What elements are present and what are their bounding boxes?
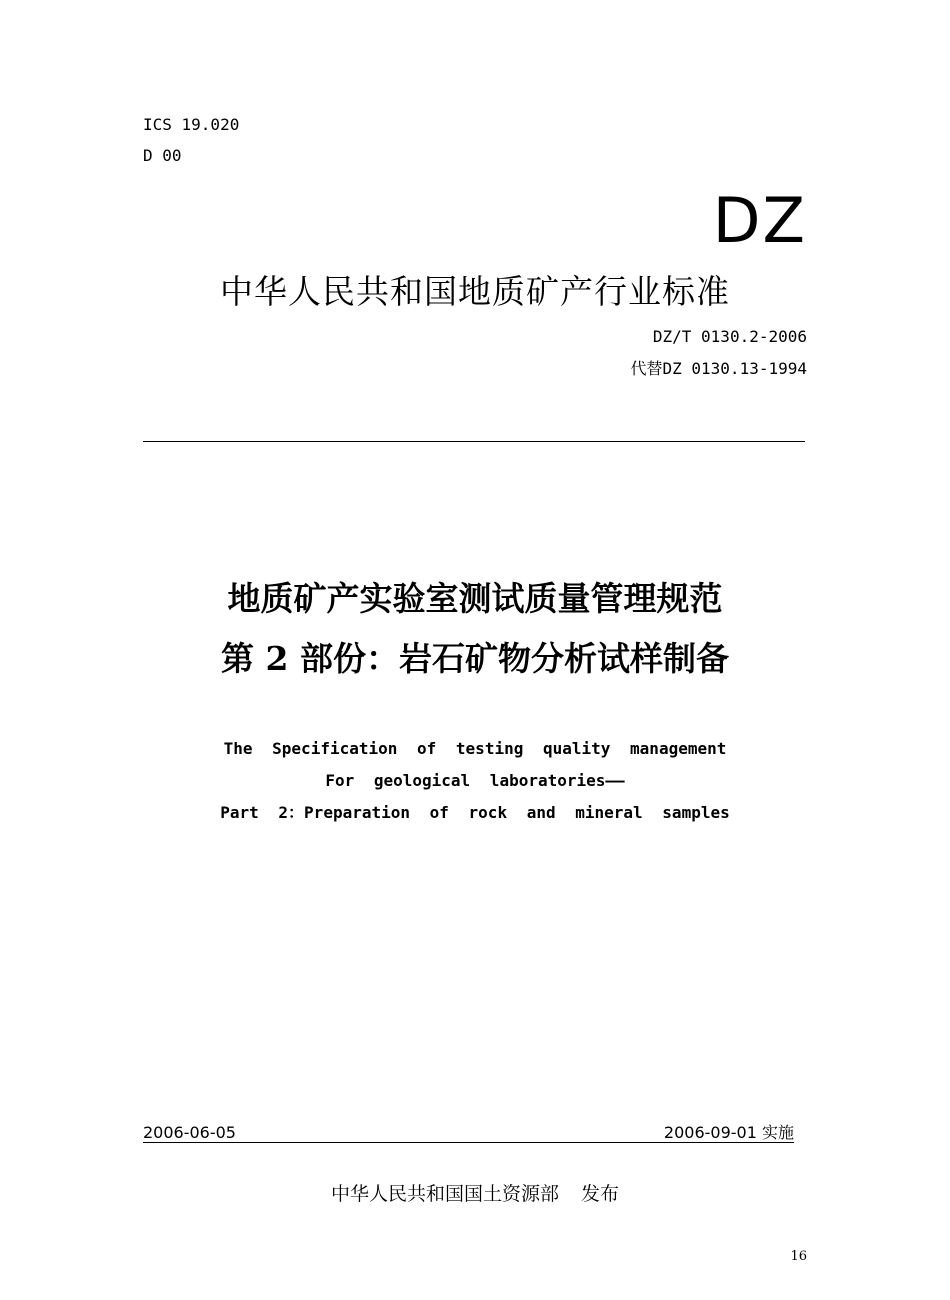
top-divider bbox=[143, 441, 805, 442]
document-title-line-1: 地质矿产实验室测试质量管理规范 bbox=[227, 579, 723, 618]
publish-date: 2006-06-05 bbox=[143, 1123, 236, 1142]
page-number: 16 bbox=[790, 1249, 807, 1264]
document-title-line-2: 第 2 部份：岩石矿物分析试样制备 bbox=[221, 639, 729, 678]
english-title-line-2: For geological laboratories—— bbox=[325, 771, 625, 790]
issuer-action: 发布 bbox=[581, 1183, 620, 1205]
english-title-line-1: The Specification of testing quality management bbox=[223, 739, 727, 758]
dz-logo: DZ bbox=[712, 184, 807, 257]
standard-number: DZ/T 0130.2-2006 bbox=[652, 327, 807, 346]
implement-date: 2006-09-01 实施 bbox=[663, 1123, 794, 1142]
issuer-name: 中华人民共和国国土资源部 bbox=[330, 1183, 559, 1205]
ccs-code: D 00 bbox=[143, 146, 182, 165]
ics-code: ICS 19.020 bbox=[143, 115, 240, 134]
replaces-standard: 代替DZ 0130.13-1994 bbox=[630, 359, 807, 378]
bottom-divider bbox=[143, 1142, 794, 1143]
issuer-line bbox=[0, 1181, 950, 1207]
standard-title: 中华人民共和国地质矿产行业标准 bbox=[220, 272, 730, 311]
english-title-line-3: Part 2：Preparation of rock and mineral samples bbox=[220, 803, 730, 822]
